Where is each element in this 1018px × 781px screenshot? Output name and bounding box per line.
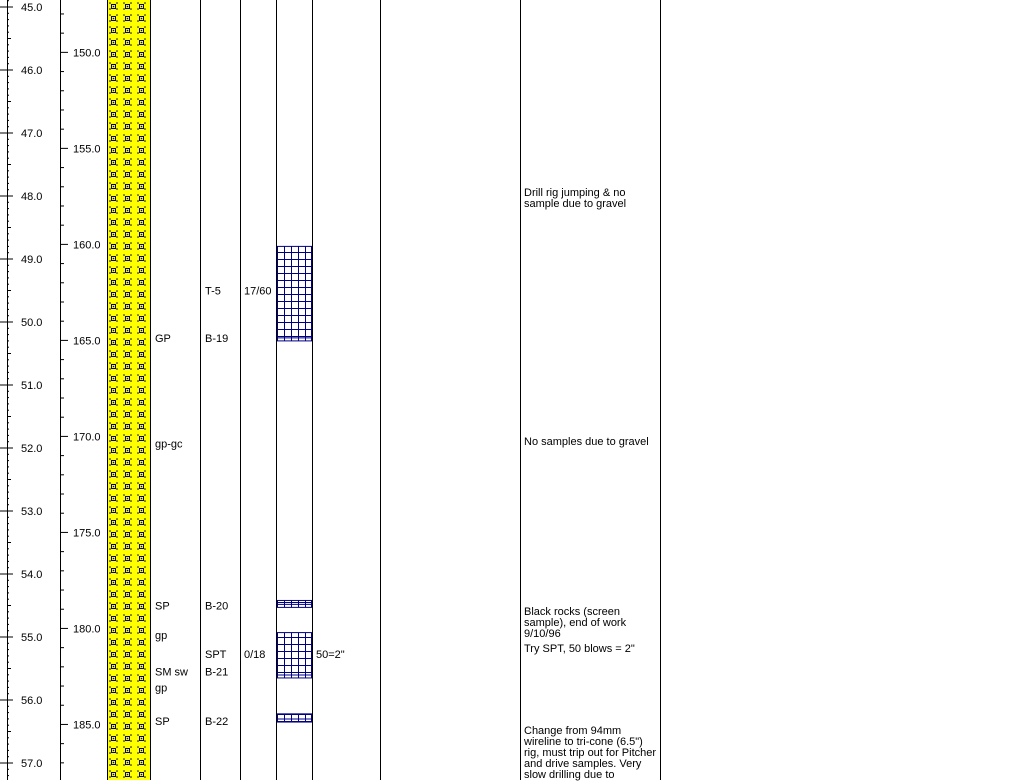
sample-id-label: T-5 (205, 285, 221, 298)
sample-box (278, 246, 312, 341)
soil-class-label: SM sw (155, 666, 188, 679)
soil-class-label: SP (155, 600, 170, 613)
sample-id-label: B-21 (205, 666, 229, 679)
feet-tick-label: 155.0 (73, 143, 101, 156)
recovery-labels (244, 286, 272, 662)
sample-box (278, 633, 312, 678)
sample-id-label: B-20 (205, 600, 229, 613)
sample-box (278, 714, 312, 722)
meter-tick-label: 51.0 (21, 380, 43, 392)
soil-class-labels (155, 333, 188, 728)
meter-tick-label: 49.0 (21, 254, 43, 266)
feet-tick-label: 170.0 (73, 431, 101, 444)
meter-tick-label: 56.0 (21, 695, 43, 707)
remark-text: Drill rig jumping & no sample due to gravel (524, 186, 627, 210)
blow-count-labels (316, 649, 345, 661)
meter-tick-label: 55.0 (21, 632, 43, 644)
recovery-label: 17/60 (244, 285, 272, 298)
meter-tick-label: 48.0 (21, 191, 43, 203)
remark-text: No samples due to gravel (524, 436, 649, 449)
feet-depth-scale (60, 0, 101, 780)
remark-text: Black rocks (screen sample), end of work 9/10/96 (524, 605, 627, 640)
soil-class-label: SP (155, 715, 170, 728)
meter-tick-label: 53.0 (21, 506, 43, 518)
soil-class-label: gp-gc (155, 438, 183, 451)
meter-tick-label: 57.0 (21, 758, 43, 770)
sample-interval-boxes (277, 246, 312, 722)
soil-pattern-column (108, 0, 150, 780)
column-dividers (8, 0, 661, 780)
feet-tick-label: 185.0 (73, 719, 101, 732)
meter-tick-label: 47.0 (21, 128, 43, 140)
sample-id-label: SPT (205, 649, 227, 662)
blow-count-label: 50=2" (316, 649, 345, 662)
sample-id-label: B-22 (205, 715, 229, 728)
soil-class-label: GP (155, 332, 171, 345)
remark-text: Change from 94mm wireline to tri-cone (6.5") rig, must trip out for Pitcher and drive samples. Very slow drilling due to (524, 725, 657, 781)
soil-class-label: gp (155, 630, 168, 643)
remark-text: Try SPT, 50 blows = 2" (524, 643, 635, 656)
sample-id-labels (205, 286, 228, 728)
sample-id-label: B-19 (205, 332, 229, 345)
soil-class-label: gp (155, 682, 168, 695)
feet-tick-label: 175.0 (73, 527, 101, 540)
meter-depth-scale (0, 1, 42, 776)
meter-tick-label: 52.0 (21, 443, 43, 455)
feet-tick-label: 180.0 (73, 623, 101, 636)
recovery-label: 0/18 (244, 649, 266, 662)
meter-tick-label: 46.0 (21, 65, 43, 77)
meter-tick-label: 50.0 (21, 317, 43, 329)
feet-tick-label: 160.0 (73, 239, 101, 252)
meter-tick-label: 54.0 (21, 569, 43, 581)
feet-tick-label: 165.0 (73, 335, 101, 348)
feet-tick-label: 150.0 (73, 47, 101, 60)
meter-tick-label: 45.0 (21, 2, 43, 14)
